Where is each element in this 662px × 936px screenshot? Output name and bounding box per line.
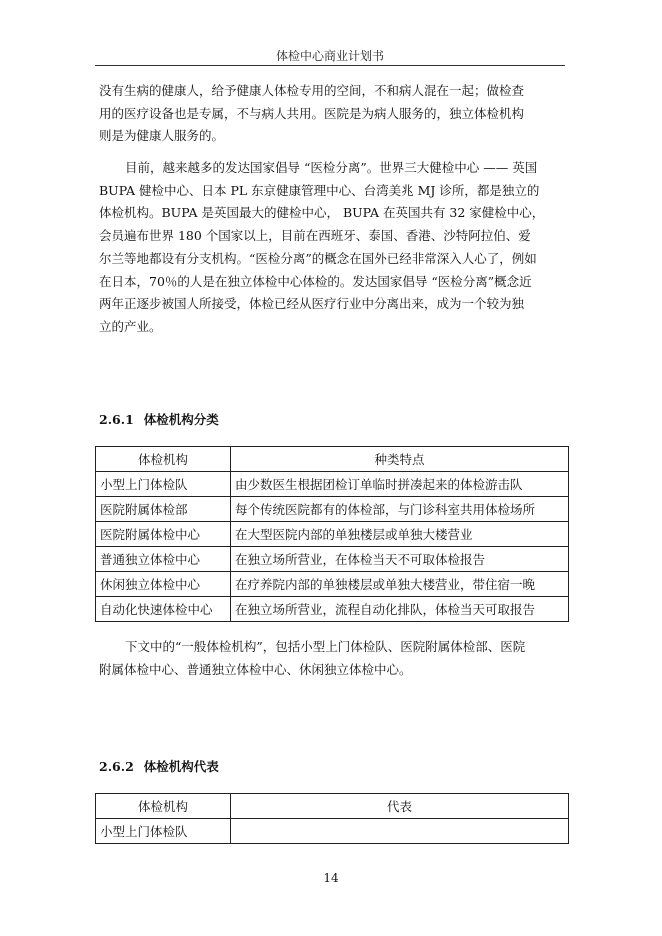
paragraph-line: 会员遍布世界 180 个国家以上，目前在西班牙、泰国、香港、沙特阿拉伯、爱 [99, 228, 531, 244]
page-header-title: 体检中心商业计划书 [275, 49, 384, 63]
institution-classification-table [95, 446, 569, 622]
paragraph-1 [99, 80, 563, 148]
paragraph-line: 目前，越来越多的发达国家倡导 “医检分离”。世界三大健检中心 —— 英国 [125, 160, 538, 175]
table-cell: 医院附属体检中心 [96, 522, 231, 547]
paragraph-3 [99, 636, 563, 681]
paragraph-line: BUPA 健检中心、日本 PL 东京健康管理中心、台湾美兆 MJ 诊所，都是独立的 [99, 182, 540, 198]
section-title: 体检机构分类 [143, 412, 219, 427]
paragraph-line: 在日本，70％的人是在独立体检中心体检的。发达国家倡导 “医检分离”概念近 [99, 273, 532, 289]
table-row [96, 522, 569, 547]
paragraph-line: 尔兰等地都设有分支机构。“医检分离”的概念在国外已经非常深入人心了，例如 [99, 250, 537, 266]
section-number: 2.6.1 [99, 412, 134, 427]
table-header-row [96, 447, 569, 472]
paragraph-line: 体检机构。BUPA 是英国最大的健检中心， BUPA 在英国共有 32 家健检中心， [99, 205, 545, 221]
paragraph-line: 下文中的“一般体检机构”，包括小型上门体检队、医院附属体检部、医院 [125, 639, 526, 654]
table-header-cell: 体检机构 [96, 794, 231, 819]
table-header-cell: 体检机构 [96, 447, 231, 472]
table-cell: 在独立场所营业，在体检当天不可取体检报告 [231, 547, 569, 572]
table-row [96, 572, 569, 597]
table-cell: 在大型医院内部的单独楼层或单独大楼营业 [231, 522, 569, 547]
table-cell: 在疗养院内部的单独楼层或单独大楼营业，带住宿一晚 [231, 572, 569, 597]
section-heading-2-6-1 [99, 410, 219, 428]
paragraph-line: 立的产业。 [99, 318, 162, 334]
table-cell: 休闲独立体检中心 [96, 572, 231, 597]
table-row [96, 497, 569, 522]
table-row [96, 472, 569, 497]
section-title: 体检机构代表 [143, 759, 219, 774]
table-header-cell: 代表 [231, 794, 569, 819]
paragraph-line: 两年正逐步被国人所接受，体检已经从医疗行业中分离出来，成为一个较为独 [99, 296, 525, 312]
table-cell: 自动化快速体检中心 [96, 597, 231, 622]
paragraph-line: 附属体检中心、普通独立体检中心、休闲独立体检中心。 [99, 661, 412, 677]
table-cell: 普通独立体检中心 [96, 547, 231, 572]
table-cell: 医院附属体检部 [96, 497, 231, 522]
header-rule [95, 65, 565, 66]
table-cell: 小型上门体检队 [96, 819, 231, 844]
section-number: 2.6.2 [99, 759, 134, 774]
table-row [96, 547, 569, 572]
page-number: 14 [323, 871, 339, 885]
table-header-row [96, 794, 569, 819]
table-header-cell: 种类特点 [231, 447, 569, 472]
paragraph-line: 则是为健康人服务的。 [99, 128, 225, 144]
table-cell: 由少数医生根据团检订单临时拼凑起来的体检游击队 [231, 472, 569, 497]
table-row [96, 819, 569, 844]
table-cell: 小型上门体检队 [96, 472, 231, 497]
paragraph-line: 没有生病的健康人，给予健康人体检专用的空间，不和病人混在一起；做检查 [99, 83, 525, 98]
section-heading-2-6-2 [99, 757, 219, 775]
paragraph-2 [99, 157, 563, 339]
table-cell: 在独立场所营业，流程自动化排队，体检当天可取报告 [231, 597, 569, 622]
table-cell: 每个传统医院都有的体检部，与门诊科室共用体检场所 [231, 497, 569, 522]
institution-representative-table [95, 793, 569, 844]
table-cell [231, 819, 569, 844]
paragraph-line: 用的医疗设备也是专属，不与病人共用。医院是为病人服务的，独立体检机构 [99, 105, 525, 121]
table-row [96, 597, 569, 622]
